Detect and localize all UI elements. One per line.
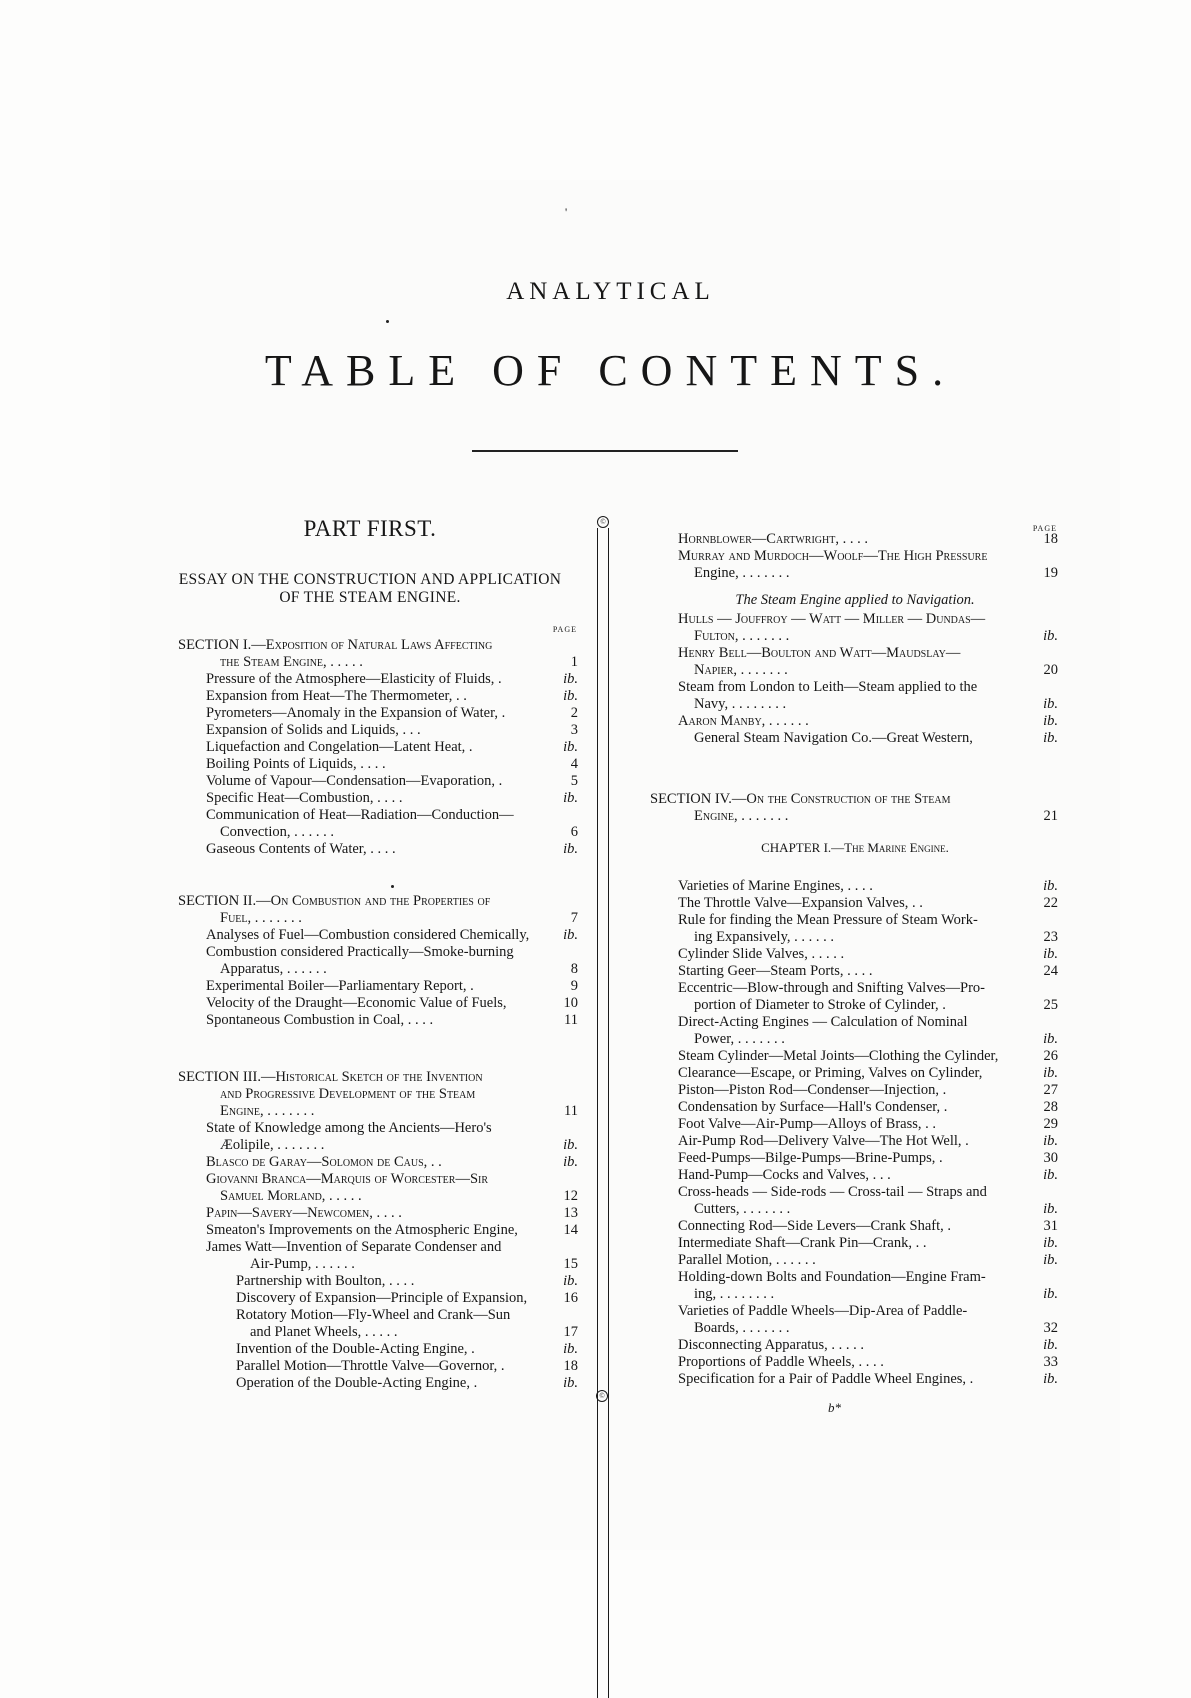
toc-entry xyxy=(650,791,1060,808)
toc-entry xyxy=(160,978,580,995)
toc-entry-text: Spontaneous Combustion in Coal, . . . . xyxy=(206,1012,434,1028)
toc-entry-text: Aaron Manby, . . . . . . xyxy=(678,713,809,729)
toc-entry xyxy=(650,696,1060,713)
toc-entry-page: ib. xyxy=(563,739,578,755)
toc-entry-text: Foot Valve—Air-Pump—Alloys of Brass, . . xyxy=(678,1116,937,1132)
toc-entry-text: Combustion considered Practically—Smoke-burning xyxy=(206,944,514,960)
toc-entry-text: Apparatus, . . . . . . xyxy=(220,961,327,977)
toc-entry xyxy=(160,688,580,705)
toc-entry-text: Feed-Pumps—Bilge-Pumps—Brine-Pumps, . xyxy=(678,1150,943,1166)
toc-entry-page: 6 xyxy=(570,824,578,840)
toc-entry-text: Velocity of the Draught—Economic Value of Fuels, xyxy=(206,995,507,1011)
toc-entry xyxy=(160,1086,580,1103)
toc-entry-page: 13 xyxy=(563,1205,578,1221)
toc-entry-text: Starting Geer—Steam Ports, . . . . xyxy=(678,963,873,979)
toc-entry-text: SECTION I.—Exposition of Natural Laws Affecting xyxy=(178,637,493,653)
marine-engine-entries xyxy=(650,878,1060,1388)
toc-entry xyxy=(650,531,1060,548)
toc-entry xyxy=(650,946,1060,963)
divider-ornament-bottom: © xyxy=(596,1390,608,1402)
toc-entry xyxy=(650,1337,1060,1354)
toc-entry-page: 17 xyxy=(563,1324,578,1340)
toc-entry xyxy=(160,807,580,824)
stray-mark: ' xyxy=(565,205,568,219)
toc-entry xyxy=(650,929,1060,946)
toc-entry-page: 2 xyxy=(570,705,578,721)
column-divider xyxy=(597,528,609,1698)
toc-entry xyxy=(160,1103,580,1120)
toc-entry-text: Hand-Pump—Cocks and Valves, . . . xyxy=(678,1167,891,1183)
toc-entry-text: Parallel Motion—Throttle Valve—Governor, . xyxy=(236,1358,505,1374)
toc-entry-text: Communication of Heat—Radiation—Conduction— xyxy=(206,807,514,823)
toc-entry-page: 9 xyxy=(570,978,578,994)
page-column-label: PAGE xyxy=(552,625,577,634)
toc-entry-page: 27 xyxy=(1043,1082,1058,1098)
toc-entry-page: 18 xyxy=(563,1358,578,1374)
history-continued-entries xyxy=(650,531,1060,582)
toc-entry-page: 8 xyxy=(570,961,578,977)
toc-entry xyxy=(160,910,580,927)
toc-entry xyxy=(650,611,1060,628)
toc-entry-text: Navy, . . . . . . . . xyxy=(694,696,787,712)
toc-entry-text: Rule for finding the Mean Pressure of Steam Work- xyxy=(678,912,978,928)
toc-entry-page: ib. xyxy=(563,1154,578,1170)
toc-entry-page: 24 xyxy=(1043,963,1058,979)
toc-entry xyxy=(650,1116,1060,1133)
toc-entry-page: ib. xyxy=(1043,1133,1058,1149)
toc-entry-text: Liquefaction and Congelation—Latent Heat, . xyxy=(206,739,473,755)
toc-entry-text: Convection, . . . . . . xyxy=(220,824,334,840)
toc-entry xyxy=(160,1120,580,1137)
toc-entry-text: Engine, . . . . . . . xyxy=(694,565,790,581)
toc-entry xyxy=(650,548,1060,565)
toc-entry-page: ib. xyxy=(563,927,578,943)
toc-entry-page: 28 xyxy=(1043,1099,1058,1115)
toc-entry xyxy=(160,1069,580,1086)
toc-entry xyxy=(160,961,580,978)
toc-entry xyxy=(160,654,580,671)
toc-entry-text: Expansion from Heat—The Thermometer, . . xyxy=(206,688,467,704)
toc-entry-text: Analyses of Fuel—Combustion considered Chemically, xyxy=(206,927,530,943)
toc-entry-text: Engine, . . . . . . . xyxy=(220,1103,315,1119)
toc-entry-page: 25 xyxy=(1043,997,1058,1013)
toc-entry xyxy=(650,1303,1060,1320)
toc-entry-text: Direct-Acting Engines — Calculation of Nominal xyxy=(678,1014,968,1030)
toc-entry-text: Pyrometers—Anomaly in the Expansion of Water, . xyxy=(206,705,506,721)
toc-entry-page: 23 xyxy=(1043,929,1058,945)
toc-entry-text: Varieties of Marine Engines, . . . . xyxy=(678,878,873,894)
toc-entry-text: Experimental Boiler—Parliamentary Report, . xyxy=(206,978,474,994)
right-column xyxy=(650,520,1060,1388)
toc-entry xyxy=(160,773,580,790)
toc-entry-text: Engine, . . . . . . . xyxy=(694,808,789,824)
toc-entry xyxy=(160,1239,580,1256)
toc-entry-text: Specific Heat—Combustion, . . . . xyxy=(206,790,403,806)
toc-entry-text: Expansion of Solids and Liquids, . . . xyxy=(206,722,421,738)
toc-entry xyxy=(160,756,580,773)
toc-entry xyxy=(650,1269,1060,1286)
toc-entry xyxy=(160,927,580,944)
toc-entry-text: Gaseous Contents of Water, . . . . xyxy=(206,841,396,857)
toc-entry-page: ib. xyxy=(1043,1235,1058,1251)
toc-entry xyxy=(160,671,580,688)
toc-entry-text: Invention of the Double-Acting Engine, . xyxy=(236,1341,475,1357)
toc-entry-text: Boiling Points of Liquids, . . . . xyxy=(206,756,386,772)
toc-entry-page: ib. xyxy=(1043,696,1058,712)
toc-entry xyxy=(160,1256,580,1273)
toc-entry-page: ib. xyxy=(1043,1371,1058,1387)
toc-entry xyxy=(650,1167,1060,1184)
toc-entry-page: ib. xyxy=(1043,1252,1058,1268)
toc-entry xyxy=(160,1375,580,1392)
toc-entry xyxy=(650,1065,1060,1082)
toc-entry xyxy=(160,1222,580,1239)
section-2-entries xyxy=(160,893,580,1029)
toc-entry-text: the Steam Engine, . . . . . xyxy=(220,654,363,670)
toc-entry-text: and Progressive Development of the Steam xyxy=(220,1086,476,1102)
toc-entry xyxy=(160,1273,580,1290)
toc-entry-text: State of Knowledge among the Ancients—Hero's xyxy=(206,1120,492,1136)
toc-entry-text: Disconnecting Apparatus, . . . . . xyxy=(678,1337,865,1353)
chapter-heading: CHAPTER I.—The Marine Engine. xyxy=(761,840,949,855)
toc-entry xyxy=(160,637,580,654)
toc-entry xyxy=(160,995,580,1012)
toc-entry xyxy=(650,912,1060,929)
toc-entry-text: Cylinder Slide Valves, . . . . . xyxy=(678,946,845,962)
toc-entry xyxy=(650,1031,1060,1048)
toc-entry-text: Air-Pump, . . . . . . xyxy=(250,1256,355,1272)
toc-entry-text: Piston—Piston Rod—Condenser—Injection, . xyxy=(678,1082,947,1098)
essay-title-line-1: ESSAY ON THE CONSTRUCTION AND APPLICATION xyxy=(178,571,562,588)
section-spacer xyxy=(650,747,1060,791)
toc-entry-page: 31 xyxy=(1043,1218,1058,1234)
toc-entry-page: ib. xyxy=(563,790,578,806)
toc-entry-page: ib. xyxy=(563,671,578,687)
title-rule xyxy=(472,450,738,452)
toc-entry xyxy=(650,565,1060,582)
toc-entry xyxy=(160,790,580,807)
toc-entry-text: Volume of Vapour—Condensation—Evaporation, . xyxy=(206,773,503,789)
toc-entry-page: 12 xyxy=(563,1188,578,1204)
toc-entry-page: ib. xyxy=(1043,1337,1058,1353)
toc-entry-page: ib. xyxy=(1043,1065,1058,1081)
divider-ornament-top: © xyxy=(597,516,609,528)
toc-entry-text: James Watt—Invention of Separate Condenser and xyxy=(206,1239,502,1255)
toc-entry-text: Cross-heads — Side-rods — Cross-tail — Straps and xyxy=(678,1184,987,1200)
toc-entry xyxy=(650,730,1060,747)
toc-entry xyxy=(160,1290,580,1307)
toc-entry-text: Proportions of Paddle Wheels, . . . . xyxy=(678,1354,884,1370)
toc-entry xyxy=(650,1252,1060,1269)
toc-entry xyxy=(160,1324,580,1341)
toc-entry xyxy=(160,824,580,841)
toc-entry-page: 20 xyxy=(1043,662,1058,678)
toc-entry xyxy=(650,1354,1060,1371)
toc-entry-page: 21 xyxy=(1043,808,1058,824)
toc-entry xyxy=(650,713,1060,730)
title-table-of-contents: TABLE OF CONTENTS. xyxy=(264,346,957,395)
toc-entry xyxy=(160,1012,580,1029)
toc-entry xyxy=(160,841,580,858)
toc-entry xyxy=(160,1341,580,1358)
toc-entry xyxy=(650,1320,1060,1337)
left-column xyxy=(160,516,580,1392)
toc-entry xyxy=(650,1201,1060,1218)
ink-speck xyxy=(386,320,389,323)
toc-entry-text: Cutters, . . . . . . . xyxy=(694,1201,791,1217)
toc-entry-page: 5 xyxy=(570,773,578,789)
toc-entry-text: Varieties of Paddle Wheels—Dip-Area of Paddle- xyxy=(678,1303,968,1319)
toc-entry-page: 29 xyxy=(1043,1116,1058,1132)
toc-entry-text: Fulton, . . . . . . . xyxy=(694,628,790,644)
toc-entry-text: Pressure of the Atmosphere—Elasticity of Fluids, . xyxy=(206,671,502,687)
toc-entry-page: 1 xyxy=(570,654,578,670)
toc-entry-page: ib. xyxy=(1043,1031,1058,1047)
toc-entry xyxy=(160,1307,580,1324)
toc-entry-page: ib. xyxy=(1043,1286,1058,1302)
toc-entry-text: Rotatory Motion—Fly-Wheel and Crank—Sun xyxy=(236,1307,511,1323)
toc-entry-text: Steam from London to Leith—Steam applied to the xyxy=(678,679,978,695)
toc-entry-text: Boards, . . . . . . . xyxy=(694,1320,790,1336)
toc-entry-text: Holding-down Bolts and Foundation—Engine Fram- xyxy=(678,1269,986,1285)
toc-entry-text: Hulls — Jouffroy — Watt — Miller — Dundas— xyxy=(678,611,986,627)
toc-entry-page: 16 xyxy=(563,1290,578,1306)
toc-entry xyxy=(650,1218,1060,1235)
essay-title xyxy=(160,571,580,607)
toc-entry-text: General Steam Navigation Co.—Great Western, xyxy=(694,730,973,746)
toc-entry xyxy=(650,1286,1060,1303)
toc-entry xyxy=(650,878,1060,895)
toc-entry-page: 4 xyxy=(570,756,578,772)
toc-entry-page: ib. xyxy=(563,1137,578,1153)
toc-entry xyxy=(650,628,1060,645)
toc-entry xyxy=(650,1099,1060,1116)
toc-entry-page: ib. xyxy=(1043,628,1058,644)
toc-entry-page: ib. xyxy=(1043,730,1058,746)
toc-entry xyxy=(650,679,1060,696)
toc-entry-text: Air-Pump Rod—Delivery Valve—The Hot Well, . xyxy=(678,1133,969,1149)
section-3-entries xyxy=(160,1069,580,1392)
toc-entry xyxy=(650,997,1060,1014)
toc-entry-page: ib. xyxy=(563,841,578,857)
toc-entry-text: Condensation by Surface—Hall's Condenser, . xyxy=(678,1099,948,1115)
toc-entry-text: Discovery of Expansion—Principle of Expansion, xyxy=(236,1290,528,1306)
toc-entry-text: The Throttle Valve—Expansion Valves, . . xyxy=(678,895,923,911)
toc-entry-text: Eccentric—Blow-through and Snifting Valves—Pro- xyxy=(678,980,985,996)
page-column-label: PAGE xyxy=(1032,524,1057,533)
toc-entry-text: Papin—Savery—Newcomen, . . . . xyxy=(206,1205,402,1221)
toc-entry-page: 32 xyxy=(1043,1320,1058,1336)
toc-entry xyxy=(650,963,1060,980)
toc-entry xyxy=(160,1358,580,1375)
toc-entry xyxy=(650,1082,1060,1099)
toc-entry-text: Partnership with Boulton, . . . . xyxy=(236,1273,415,1289)
toc-entry-text: Clearance—Escape, or Priming, Valves on Cylinder, xyxy=(678,1065,983,1081)
toc-entry xyxy=(650,1048,1060,1065)
toc-entry xyxy=(160,739,580,756)
toc-entry-text: SECTION III.—Historical Sketch of the Invention xyxy=(178,1069,483,1085)
toc-entry-page: 3 xyxy=(570,722,578,738)
toc-entry-text: Intermediate Shaft—Crank Pin—Crank, . . xyxy=(678,1235,927,1251)
section-1-entries xyxy=(160,637,580,858)
toc-entry-page: 7 xyxy=(570,910,578,926)
toc-entry-text: Æolipile, . . . . . . . xyxy=(220,1137,325,1153)
toc-entry-page: ib. xyxy=(1043,946,1058,962)
toc-entry-text: Smeaton's Improvements on the Atmospheric Engine, xyxy=(206,1222,518,1238)
toc-entry-page: 18 xyxy=(1043,531,1058,547)
toc-entry xyxy=(650,980,1060,997)
toc-entry-page: 30 xyxy=(1043,1150,1058,1166)
toc-entry-text: Power, . . . . . . . xyxy=(694,1031,785,1047)
toc-entry-text: Fuel, . . . . . . . xyxy=(220,910,302,926)
toc-entry-text: SECTION II.—On Combustion and the Properties of xyxy=(178,893,491,909)
toc-entry-page: 33 xyxy=(1043,1354,1058,1370)
toc-entry xyxy=(160,722,580,739)
toc-entry-text: Connecting Rod—Side Levers—Crank Shaft, . xyxy=(678,1218,952,1234)
toc-entry-text: ing Expansively, . . . . . . xyxy=(694,929,835,945)
toc-entry-page: ib. xyxy=(1043,1167,1058,1183)
toc-entry-page: ib. xyxy=(1043,878,1058,894)
toc-entry xyxy=(650,662,1060,679)
toc-entry-page: 11 xyxy=(564,1103,578,1119)
section-spacer xyxy=(160,1029,580,1069)
toc-entry-page: 11 xyxy=(564,1012,578,1028)
title-analytical: ANALYTICAL xyxy=(506,278,715,305)
toc-entry-text: ing, . . . . . . . . xyxy=(694,1286,775,1302)
toc-entry-page: 15 xyxy=(563,1256,578,1272)
navigation-subheading: The Steam Engine applied to Navigation. xyxy=(735,592,975,608)
toc-entry xyxy=(650,808,1060,825)
toc-entry xyxy=(160,1154,580,1171)
toc-entry-page: ib. xyxy=(1043,1201,1058,1217)
signature-mark: b* xyxy=(828,1400,841,1415)
toc-entry-page: ib. xyxy=(563,1273,578,1289)
toc-entry xyxy=(650,1014,1060,1031)
toc-entry-page: ib. xyxy=(563,1375,578,1391)
toc-entry-text: portion of Diameter to Stroke of Cylinder, . xyxy=(694,997,946,1013)
toc-entry-text: Murray and Murdoch—Woolf—The High Pressure xyxy=(678,548,988,564)
toc-entry-text: Steam Cylinder—Metal Joints—Clothing the Cylinder, xyxy=(678,1048,999,1064)
toc-entry-page: ib. xyxy=(1043,713,1058,729)
toc-entry-text: SECTION IV.—On the Construction of the Steam xyxy=(650,791,951,807)
toc-entry-page: 22 xyxy=(1043,895,1058,911)
section-spacer xyxy=(160,858,580,893)
toc-entry-text: Giovanni Branca—Marquis of Worcester—Sir xyxy=(206,1171,489,1187)
toc-entry xyxy=(650,895,1060,912)
toc-entry xyxy=(160,944,580,961)
section-4-heading xyxy=(650,791,1060,825)
toc-entry xyxy=(160,1188,580,1205)
toc-entry-text: Samuel Morland, . . . . . xyxy=(220,1188,362,1204)
toc-entry xyxy=(160,893,580,910)
essay-title-line-2: OF THE STEAM ENGINE. xyxy=(279,589,461,606)
toc-entry-page: 10 xyxy=(563,995,578,1011)
toc-entry xyxy=(650,1235,1060,1252)
navigation-entries xyxy=(650,611,1060,747)
toc-entry-text: Hornblower—Cartwright, . . . . xyxy=(678,531,868,547)
toc-entry-text: Henry Bell—Boulton and Watt—Maudslay— xyxy=(678,645,961,661)
part-title: PART FIRST. xyxy=(303,516,437,541)
toc-entry-text: Specification for a Pair of Paddle Wheel Engines, . xyxy=(678,1371,974,1387)
toc-entry xyxy=(160,1171,580,1188)
toc-entry xyxy=(650,1150,1060,1167)
toc-entry-text: Parallel Motion, . . . . . . xyxy=(678,1252,816,1268)
toc-entry xyxy=(160,1137,580,1154)
toc-entry-text: and Planet Wheels, . . . . . xyxy=(250,1324,398,1340)
toc-entry-page: 26 xyxy=(1043,1048,1058,1064)
toc-entry xyxy=(650,1371,1060,1388)
toc-entry-page: ib. xyxy=(563,1341,578,1357)
toc-entry-text: Operation of the Double-Acting Engine, . xyxy=(236,1375,478,1391)
toc-entry-text: Napier, . . . . . . . xyxy=(694,662,788,678)
toc-entry xyxy=(650,645,1060,662)
toc-entry-page: ib. xyxy=(563,688,578,704)
toc-entry xyxy=(160,705,580,722)
toc-entry xyxy=(650,1133,1060,1150)
toc-entry-page: 19 xyxy=(1043,565,1058,581)
toc-entry xyxy=(160,1205,580,1222)
toc-entry xyxy=(650,1184,1060,1201)
toc-entry-page: 14 xyxy=(563,1222,578,1238)
toc-entry-text: Blasco de Garay—Solomon de Caus, . . xyxy=(206,1154,442,1170)
